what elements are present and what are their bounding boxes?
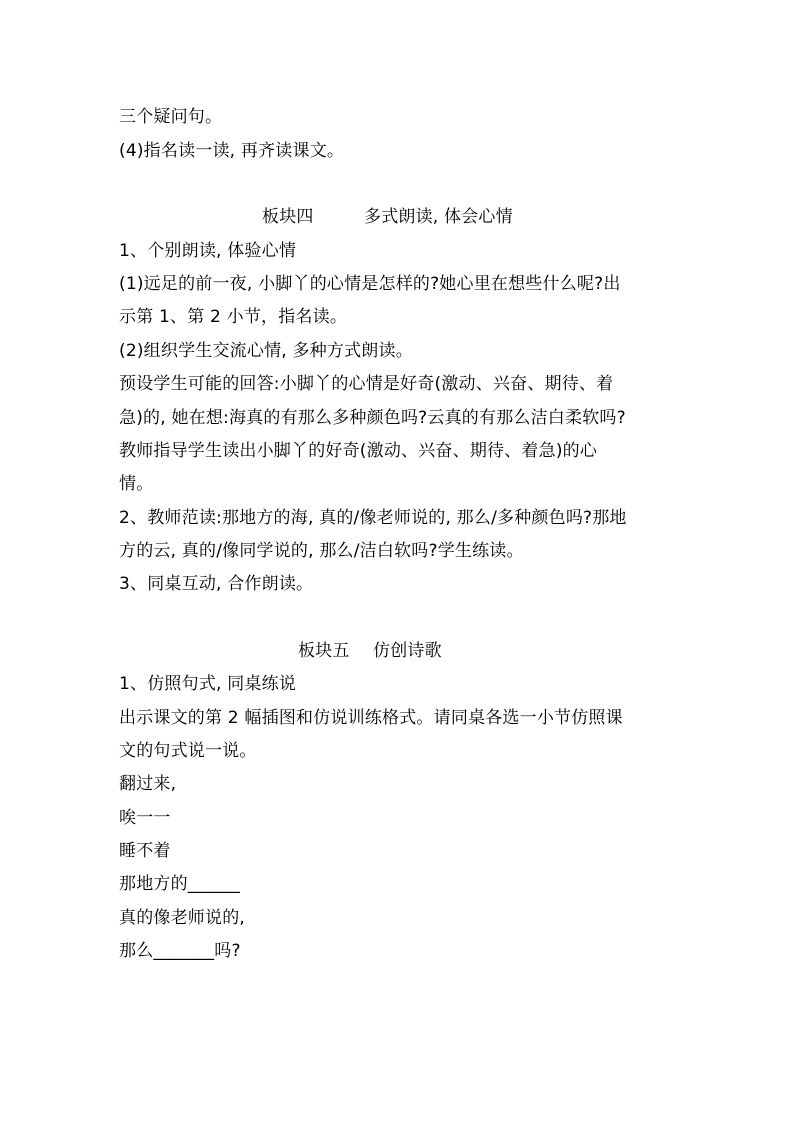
section-5-line: 睡不着 bbox=[119, 841, 171, 861]
section-5-line: 文的句式说一说。 bbox=[119, 741, 257, 761]
intro-line-2: (4)指名读一读, 再齐读课文。 bbox=[119, 141, 345, 161]
section-4-title: 板块四 bbox=[262, 207, 314, 227]
section-4-line: 示第 1、第 2 小节，指名读。 bbox=[119, 307, 348, 327]
intro-line-1: 三个疑问句。 bbox=[119, 107, 223, 127]
section-5-line: 翻过来, bbox=[119, 774, 177, 794]
section-4-line: 方的云, 真的/像同学说的, 那么/洁白软吗?学生练读。 bbox=[119, 541, 524, 561]
section-5-line: 那么_______吗? bbox=[119, 941, 241, 961]
section-4-line: (1)远足的前一夜, 小脚丫的心情是怎样的?她心里在想些什么呢?出 bbox=[119, 274, 621, 294]
section-4-line: 预设学生可能的回答:小脚丫的心情是好奇(激动、兴奋、期待、着 bbox=[119, 374, 614, 394]
section-4-line: 教师指导学生读出小脚丫的好奇(激动、兴奋、期待、着急)的心 bbox=[119, 441, 598, 461]
section-4-line: 2、教师范读:那地方的海, 真的/像老师说的, 那么/多种颜色吗?那地 bbox=[119, 508, 627, 528]
section-5-line: 1、仿照句式, 同桌练说 bbox=[119, 674, 297, 694]
section-5-line: 那地方的______ bbox=[119, 874, 240, 894]
section-5-line: 出示课文的第 2 幅插图和仿说训练格式。请同桌各选一小节仿照课 bbox=[119, 708, 623, 728]
section-5-line: 唉一一 bbox=[119, 808, 171, 828]
section-5-title: 板块五 bbox=[298, 641, 350, 661]
section-4-line: 情。 bbox=[119, 474, 154, 494]
section-4-line: 急)的, 她在想:海真的有那么多种颜色吗?云真的有那么洁白柔软吗? bbox=[119, 408, 626, 428]
section-5-line: 真的像老师说的, bbox=[119, 908, 246, 928]
section-4-subtitle: 多式朗读, 体会心情 bbox=[364, 207, 513, 227]
section-4-line: 1、个别朗读, 体验心情 bbox=[119, 241, 297, 261]
section-4-line: (2)组织学生交流心情, 多种方式朗读。 bbox=[119, 341, 413, 361]
section-5-subtitle: 仿创诗歌 bbox=[373, 641, 442, 661]
section-4-line: 3、同桌互动, 合作朗读。 bbox=[119, 574, 314, 594]
